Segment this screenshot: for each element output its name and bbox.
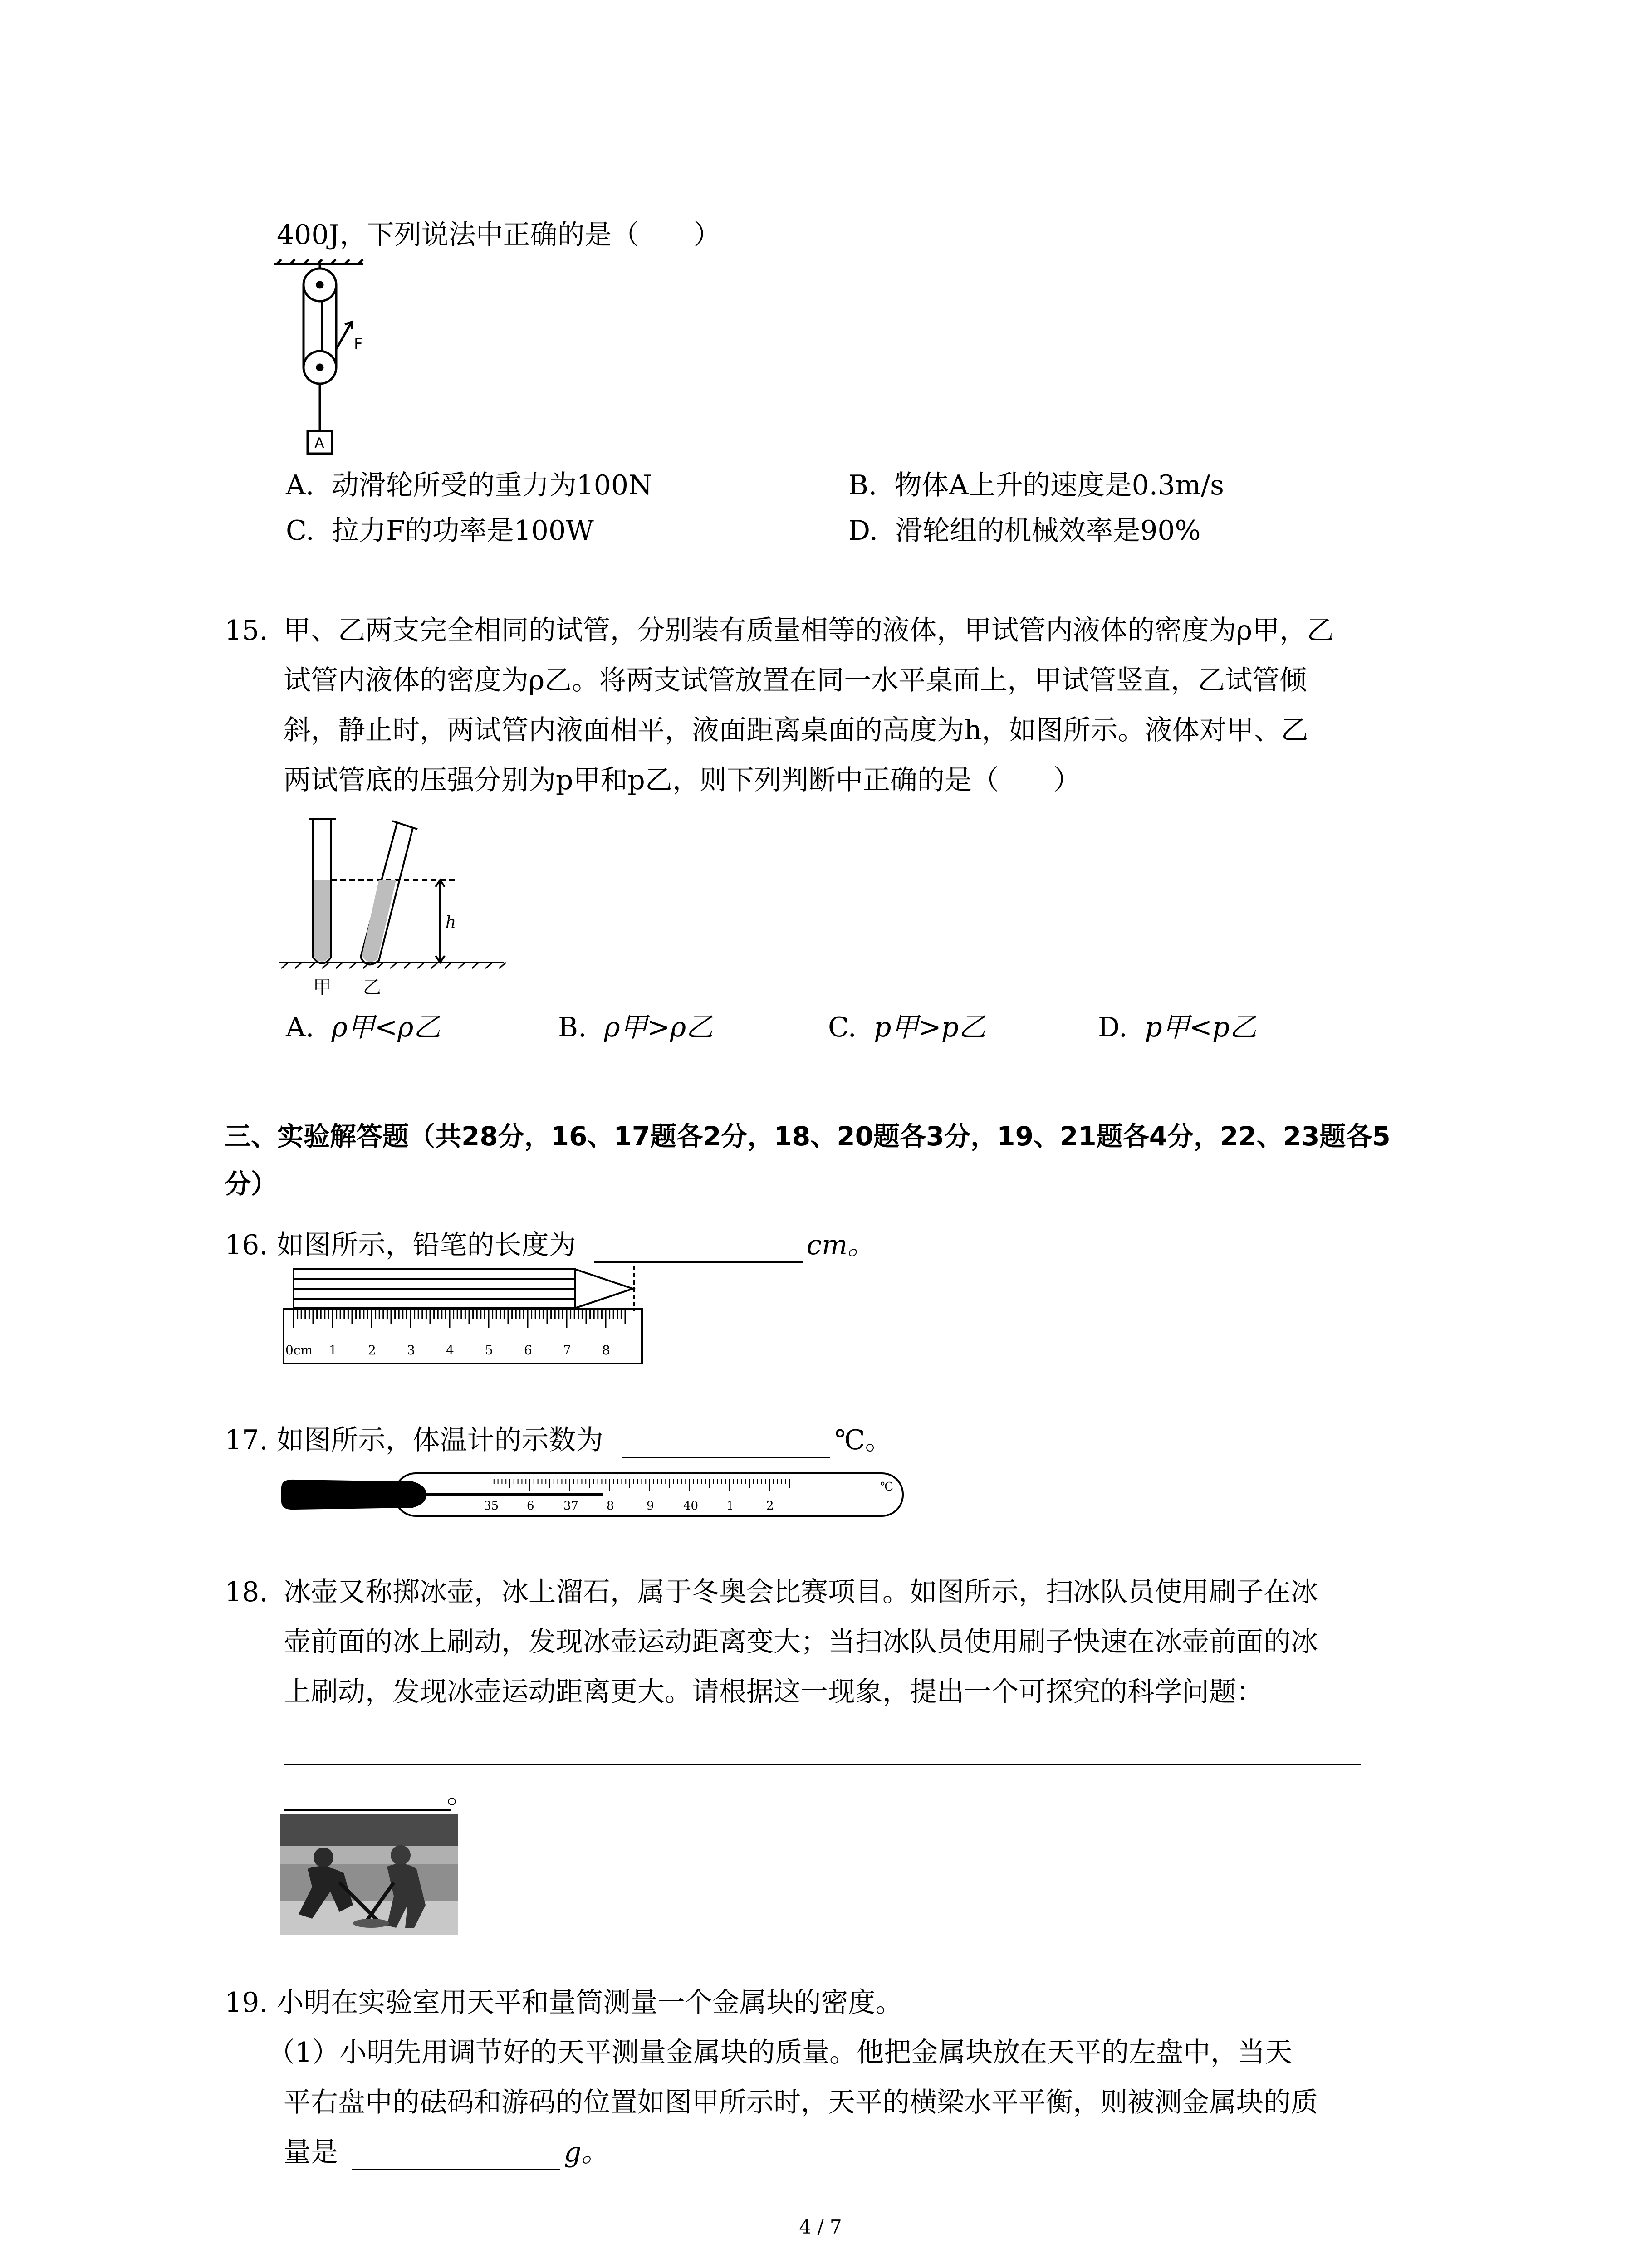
- q14-option-d[interactable]: D. 滑轮组的机械效率是90%: [848, 515, 1201, 547]
- ruler-label: 7: [563, 1343, 571, 1358]
- pencil-ruler-figure: [279, 1266, 651, 1370]
- ruler-label: 2: [368, 1343, 376, 1358]
- q14-option-b[interactable]: B. 物体A上升的速度是0.3m/s: [848, 469, 1224, 501]
- thermometer-label: 35: [484, 1499, 499, 1513]
- q17-line: 17. 如图所示，体温计的示数为 ℃。: [225, 1422, 892, 1458]
- thermometer-figure: [277, 1470, 912, 1520]
- q15-option-a[interactable]: A. ρ甲<ρ乙: [286, 1012, 441, 1043]
- section-3-heading-line-2: 分）: [225, 1168, 278, 1199]
- h-label: h: [446, 913, 456, 932]
- q19-sub-2: 平右盘中的砝码和游码的位置如图甲所示时，天平的横梁水平平衡，则被测金属块的质: [284, 2087, 1318, 2118]
- q15-line-4: 两试管底的压强分别为p甲和p乙，则下列判断中正确的是（ ）: [284, 764, 1081, 796]
- q17-answer-blank[interactable]: [622, 1429, 830, 1458]
- q15-line-2: 试管内液体的密度为ρ乙。将两支试管放置在同一水平桌面上，甲试管竖直，乙试管倾: [284, 665, 1307, 696]
- thermometer-labels: [484, 1499, 774, 1513]
- block-label: A: [314, 435, 324, 452]
- q18-number: 18.: [225, 1576, 268, 1608]
- thermometer-label: 8: [607, 1499, 614, 1513]
- ruler-label: 5: [485, 1343, 493, 1358]
- force-label: F: [354, 335, 363, 353]
- ruler-ticks: [294, 1310, 625, 1328]
- ruler-label: 0cm: [285, 1343, 313, 1358]
- q15-number: 15.: [225, 615, 268, 646]
- thermometer-label: 37: [563, 1499, 579, 1513]
- curling-photo: [280, 1814, 458, 1935]
- ruler-label: 4: [446, 1343, 454, 1358]
- tube-left-label: 甲: [313, 977, 331, 998]
- q15-option-b[interactable]: B. ρ甲>ρ乙: [558, 1012, 714, 1043]
- q15-option-d[interactable]: D. p甲<p乙: [1098, 1012, 1257, 1043]
- thermometer-label: 40: [683, 1499, 699, 1513]
- test-tubes-figure: [277, 816, 513, 1002]
- ruler-label: 6: [524, 1343, 532, 1358]
- q19-answer-blank[interactable]: [352, 2141, 560, 2170]
- page-number: 4 / 7: [799, 2216, 842, 2238]
- ruler-label: 1: [329, 1343, 337, 1358]
- tube-right-label: 乙: [363, 977, 381, 998]
- section-3-heading-line-1: 三、实验解答题（共28分，16、17题各2分，18、20题各3分，19、21题各4分，22、23题各5: [225, 1121, 1391, 1152]
- thermometer-label: 2: [766, 1499, 774, 1513]
- q19-sub-1: （1）小明先用调节好的天平测量金属块的质量。他把金属块放在天平的左盘中，当天: [268, 2037, 1293, 2068]
- thermometer-ticks: [490, 1479, 789, 1491]
- q16-answer-blank[interactable]: [594, 1234, 803, 1263]
- q19-line-1: 19. 小明在实验室用天平和量筒测量一个金属块的密度。: [225, 1987, 903, 2019]
- ruler-label: 3: [407, 1343, 415, 1358]
- q15-line-3: 斜，静止时，两试管内液面相平，液面距离桌面的高度为h，如图所示。液体对甲、乙: [284, 714, 1308, 746]
- q18-line-2: 壶前面的冰上刷动，发现冰壶运动距离变大；当扫冰队员使用刷子快速在冰壶前面的冰: [284, 1626, 1318, 1658]
- thermometer-unit: ℃: [880, 1480, 894, 1494]
- q18-line-1: 冰壶又称掷冰壶，冰上溜石，属于冬奥会比赛项目。如图所示，扫冰队员使用刷子在冰: [284, 1576, 1318, 1608]
- q14-option-c[interactable]: C. 拉力F的功率是100W: [286, 515, 594, 547]
- q16-line: 16. 如图所示，铅笔的长度为 cm。: [225, 1227, 875, 1263]
- q15-line-1: 甲、乙两支完全相同的试管，分别装有质量相等的液体，甲试管内液体的密度为ρ甲，乙: [284, 615, 1334, 646]
- q15-option-c[interactable]: C. p甲>p乙: [828, 1012, 986, 1043]
- q18-answer-line-1[interactable]: [284, 1764, 1361, 1765]
- pulley-figure: [272, 259, 377, 458]
- ruler-label: 8: [602, 1343, 610, 1358]
- thermometer-label: 9: [647, 1499, 654, 1513]
- thermometer-label: 6: [527, 1499, 534, 1513]
- q14-option-a[interactable]: A. 动滑轮所受的重力为100N: [286, 469, 652, 501]
- ruler-labels: [285, 1343, 610, 1358]
- q14-stem-tail: 400J，下列说法中正确的是（ ）: [277, 219, 721, 251]
- thermometer-label: 1: [726, 1499, 734, 1513]
- q18-end-mark: 。: [447, 1778, 474, 1810]
- q18-line-3: 上刷动，发现冰壶运动距离更大。请根据这一现象，提出一个可探究的科学问题：: [284, 1676, 1264, 1708]
- q18-answer-line-2[interactable]: [284, 1809, 451, 1811]
- q19-sub-3: 量是 g。: [284, 2134, 608, 2170]
